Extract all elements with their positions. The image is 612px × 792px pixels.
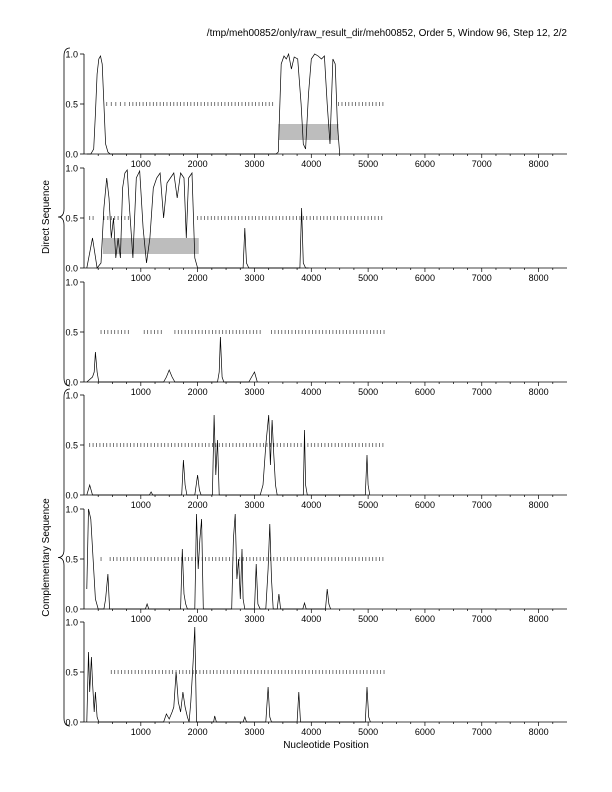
x-tick-label: 4000 xyxy=(301,273,322,283)
figure-title: /tmp/meh00852/only/raw_result_dir/meh00852, Order 5, Window 96, Step 12, 2/2 xyxy=(206,28,567,39)
y-tick-label: 0.5 xyxy=(65,667,78,678)
x-tick-label: 3000 xyxy=(244,387,265,397)
x-tick-label: 1000 xyxy=(130,727,151,737)
x-tick-label: 7000 xyxy=(471,387,492,397)
panel-6 xyxy=(65,618,567,738)
panels xyxy=(65,50,567,738)
x-tick-label: 8000 xyxy=(528,727,549,737)
y-tick-label: 0.0 xyxy=(65,717,78,728)
x-tick-label: 4000 xyxy=(301,727,322,737)
x-tick-label: 7000 xyxy=(471,614,492,624)
x-tick-label: 4000 xyxy=(301,159,322,169)
y-tick-label: 1.0 xyxy=(65,277,78,288)
x-tick-label: 8000 xyxy=(528,273,549,283)
panel-3 xyxy=(65,278,567,398)
y-tick-label: 0.5 xyxy=(65,440,78,451)
x-tick-label: 1000 xyxy=(130,387,151,397)
x-tick-label: 5000 xyxy=(358,614,379,624)
panel-4 xyxy=(65,391,567,511)
x-axis-label: Nucleotide Position xyxy=(283,740,369,751)
x-tick-label: 1000 xyxy=(130,500,151,510)
x-tick-label: 5000 xyxy=(358,273,379,283)
group-label-2: Complementary Sequence xyxy=(41,498,52,617)
y-tick-label: 0.0 xyxy=(65,604,78,615)
y-tick-label: 0.0 xyxy=(65,377,78,388)
x-tick-label: 5000 xyxy=(358,387,379,397)
x-tick-label: 3000 xyxy=(244,273,265,283)
x-tick-label: 6000 xyxy=(414,273,435,283)
group-label-1: Direct Sequence xyxy=(41,180,52,254)
y-tick-label: 1.0 xyxy=(65,390,78,401)
x-tick-label: 8000 xyxy=(528,500,549,510)
y-tick-label: 0.5 xyxy=(65,327,78,338)
x-tick-label: 6000 xyxy=(414,727,435,737)
x-tick-label: 5000 xyxy=(358,727,379,737)
x-tick-label: 8000 xyxy=(528,614,549,624)
series-line xyxy=(87,415,370,495)
y-tick-label: 1.0 xyxy=(65,49,78,60)
x-tick-label: 1000 xyxy=(130,273,151,283)
x-tick-label: 2000 xyxy=(187,387,208,397)
x-tick-label: 2000 xyxy=(187,159,208,169)
y-tick-label: 1.0 xyxy=(65,163,78,174)
x-tick-label: 1000 xyxy=(130,159,151,169)
panel-5 xyxy=(65,505,567,625)
series-line xyxy=(87,337,257,382)
x-tick-label: 7000 xyxy=(471,159,492,169)
x-tick-label: 6000 xyxy=(414,159,435,169)
x-tick-label: 6000 xyxy=(414,500,435,510)
y-tick-label: 1.0 xyxy=(65,617,78,628)
x-tick-label: 2000 xyxy=(187,500,208,510)
x-tick-label: 4000 xyxy=(301,387,322,397)
x-tick-label: 6000 xyxy=(414,387,435,397)
y-tick-label: 0.5 xyxy=(65,554,78,565)
x-tick-label: 3000 xyxy=(244,727,265,737)
y-tick-label: 0.5 xyxy=(65,99,78,110)
x-tick-label: 2000 xyxy=(187,727,208,737)
x-tick-label: 6000 xyxy=(414,614,435,624)
y-tick-label: 0.0 xyxy=(65,149,78,160)
x-tick-label: 3000 xyxy=(244,500,265,510)
x-tick-label: 1000 xyxy=(130,614,151,624)
series-line xyxy=(87,627,371,722)
x-tick-label: 5000 xyxy=(358,159,379,169)
x-tick-label: 8000 xyxy=(528,387,549,397)
y-tick-label: 0.0 xyxy=(65,263,78,274)
x-tick-label: 8000 xyxy=(528,159,549,169)
x-tick-label: 3000 xyxy=(244,159,265,169)
x-tick-label: 5000 xyxy=(358,500,379,510)
x-tick-label: 2000 xyxy=(187,273,208,283)
panel-2 xyxy=(65,164,567,284)
y-tick-label: 0.5 xyxy=(65,213,78,224)
x-tick-label: 7000 xyxy=(471,273,492,283)
x-tick-label: 2000 xyxy=(187,614,208,624)
x-tick-label: 7000 xyxy=(471,727,492,737)
y-tick-label: 0.0 xyxy=(65,490,78,501)
x-tick-label: 4000 xyxy=(301,614,322,624)
panel-1 xyxy=(65,50,567,170)
x-tick-label: 7000 xyxy=(471,500,492,510)
y-tick-label: 1.0 xyxy=(65,504,78,515)
x-tick-label: 3000 xyxy=(244,614,265,624)
x-tick-label: 4000 xyxy=(301,500,322,510)
